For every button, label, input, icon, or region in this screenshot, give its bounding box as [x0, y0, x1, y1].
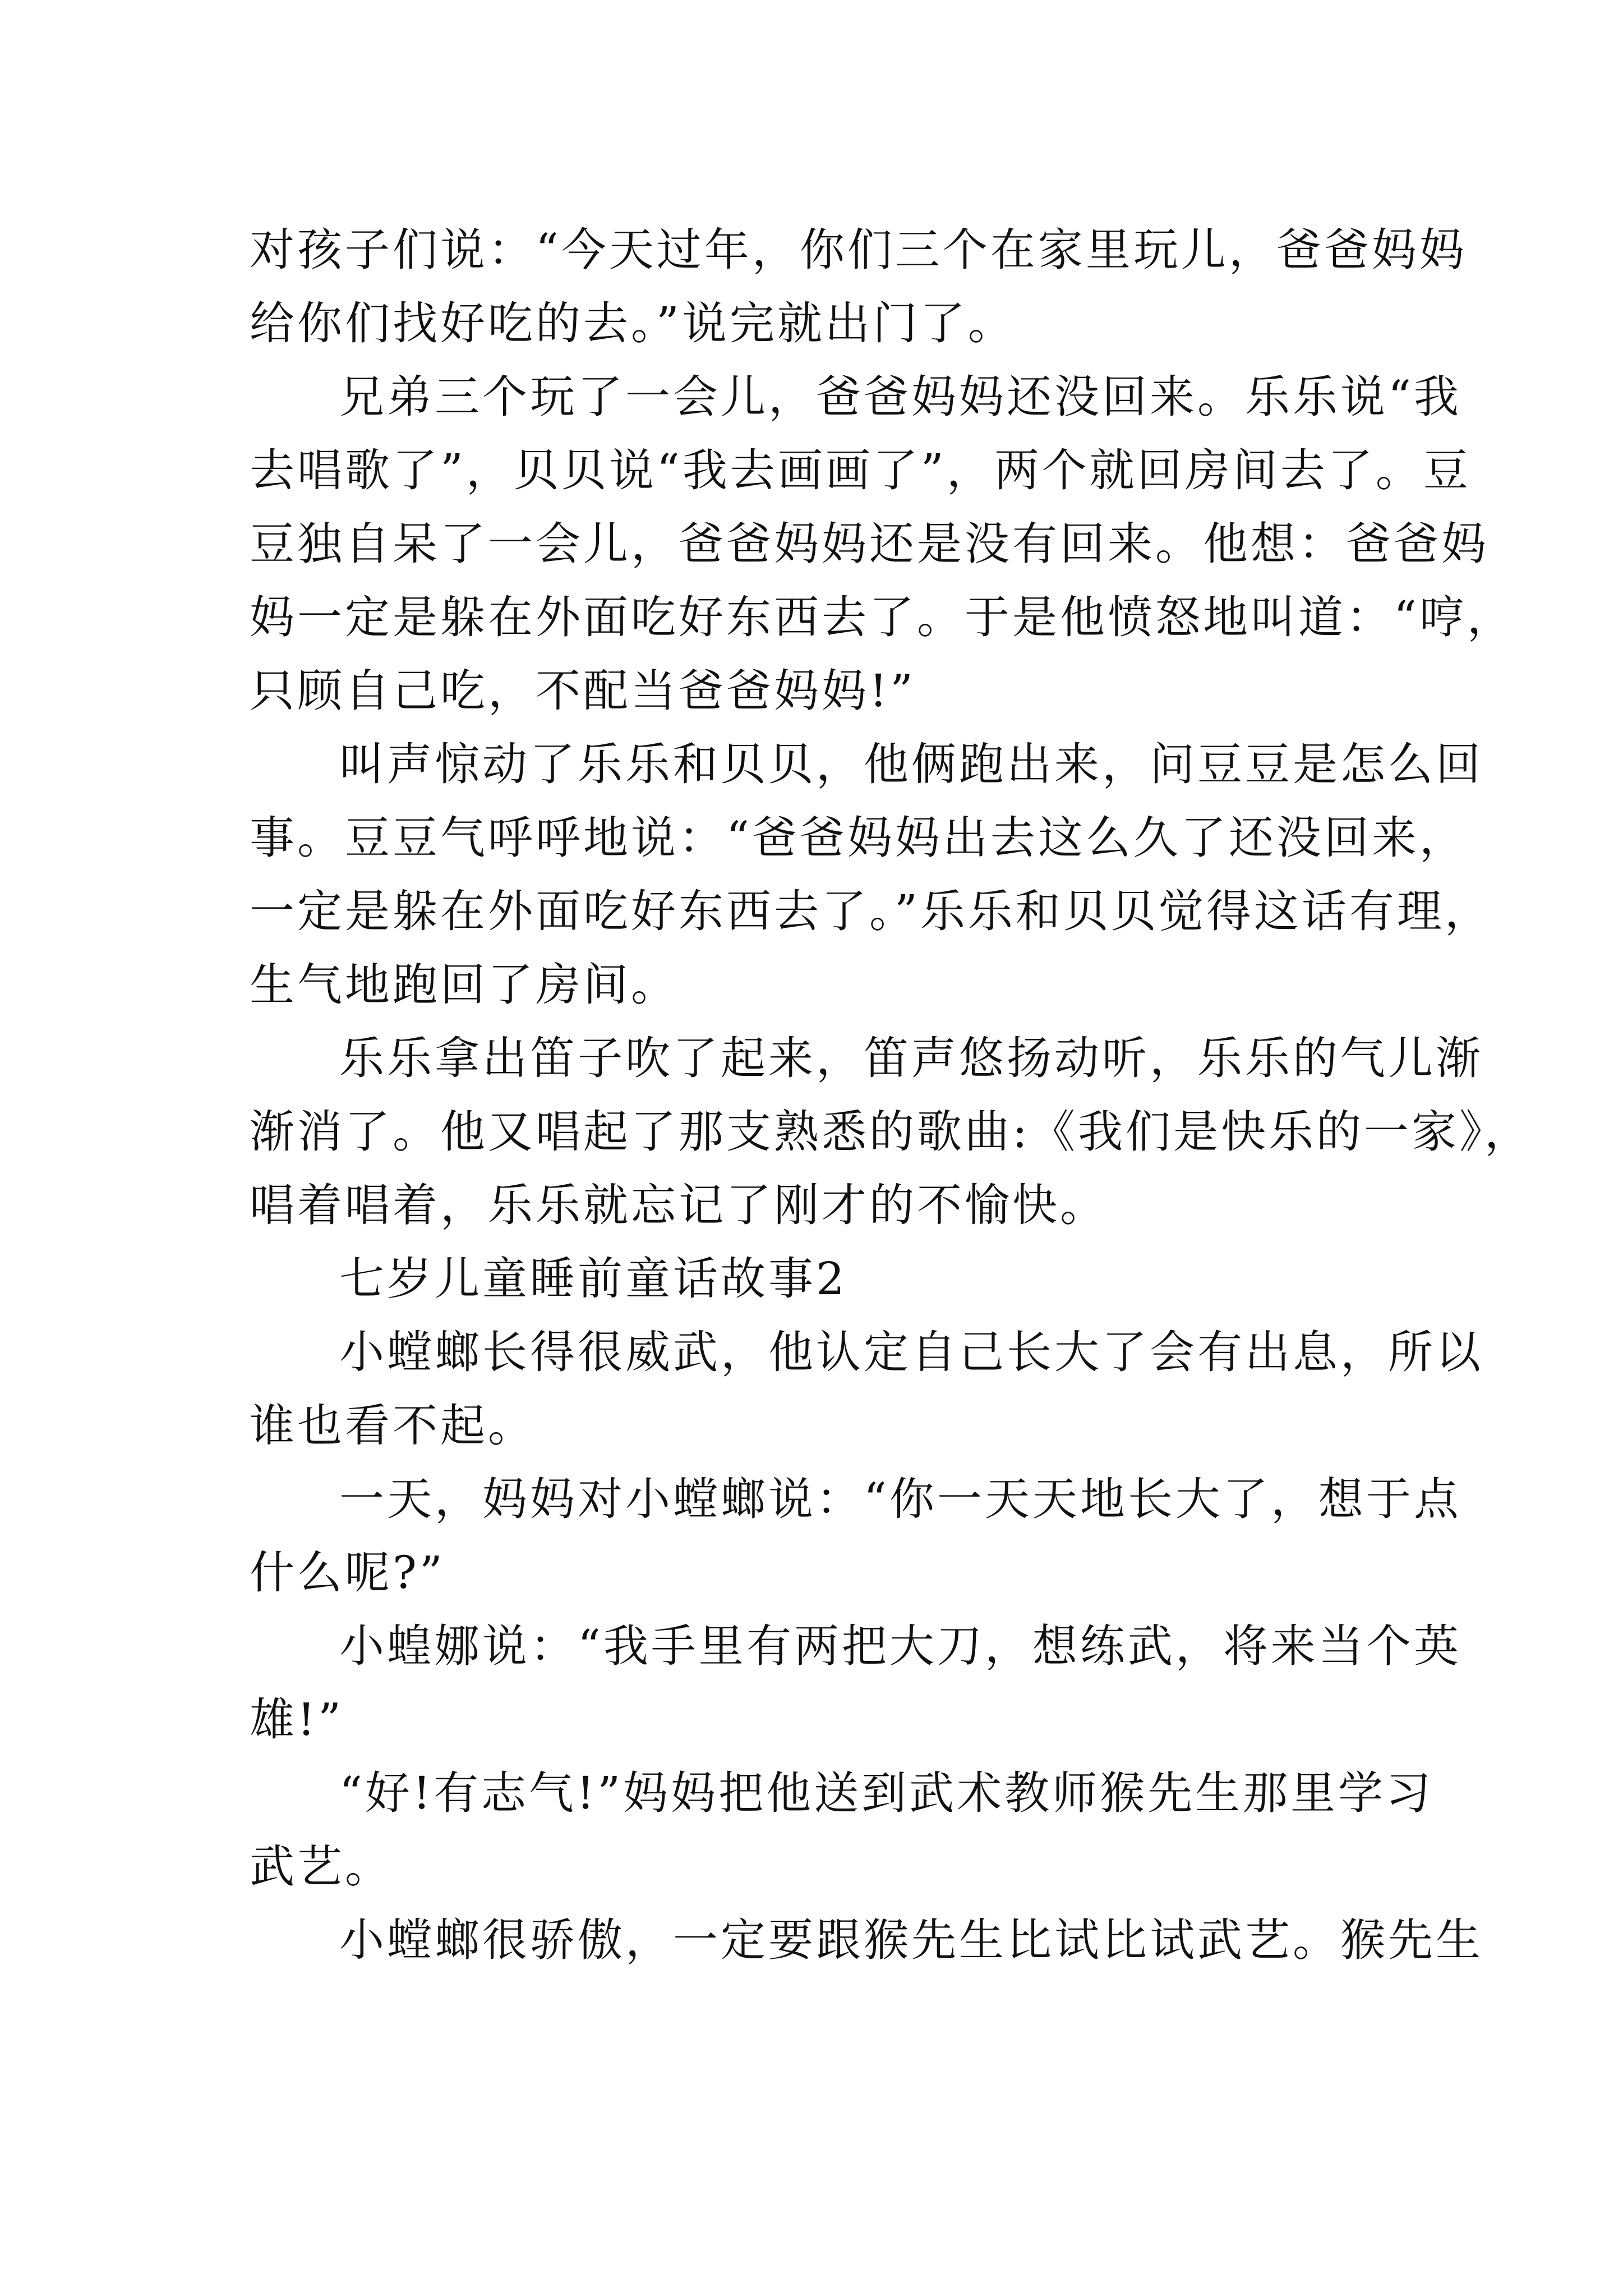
text-line: 武艺。 [250, 1841, 393, 1893]
text-line: 叫声惊动了乐乐和贝贝，他俩跑出来，问豆豆是怎么回 [339, 738, 1483, 790]
text-line: 乐乐拿出笛子吹了起来，笛声悠扬动听，乐乐的气儿渐 [339, 1032, 1483, 1084]
text-line: 豆独自呆了一会儿，爸爸妈妈还是没有回来。他想：爸爸妈 [250, 518, 1489, 570]
text-line: 小螳螂长得很威武，他认定自己长大了会有出息，所以 [339, 1326, 1483, 1378]
text-line: 妈一定是躲在外面吃好东西去了。于是他愤怒地叫道：“哼， [250, 591, 1515, 643]
text-line: 谁也看不起。 [250, 1400, 536, 1452]
text-line: 去唱歌了”，贝贝说“我去画画了”，两个就回房间去了。豆 [250, 444, 1471, 496]
text-line: 一定是躲在外面吃好东西去了。”乐乐和贝贝觉得这话有理， [250, 885, 1492, 937]
text-line: 一天，妈妈对小螳螂说：“你一天天地长大了，想于点 [339, 1473, 1461, 1525]
text-line: 对孩子们说：“今天过年，你们三个在家里玩儿，爸爸妈妈 [250, 224, 1467, 276]
text-line: 唱着唱着，乐乐就忘记了刚才的不愉快。 [250, 1179, 1108, 1231]
text-line: 事。豆豆气呼呼地说：“爸爸妈妈出去这么久了还没回来， [250, 812, 1467, 864]
text-line: 只顾自己吃，不配当爸爸妈妈!” [250, 665, 916, 717]
text-line: 小螳螂很骄傲，一定要跟猴先生比试比试武艺。猴先生 [339, 1914, 1483, 1966]
text-line: 小蝗娜说：“我手里有两把大刀，想练武，将来当个英 [339, 1620, 1461, 1672]
text-line: 渐消了。他又唱起了那支熟悉的歌曲:《我们是快乐的一家》， [250, 1106, 1532, 1158]
text-line: 给你们找好吃的去。”说完就出门了。 [250, 297, 1016, 349]
text-line: 生气地跑回了房间。 [250, 959, 679, 1011]
section-heading: 七岁儿童睡前童话故事2 [339, 1253, 847, 1305]
text-line: 什么呢?” [250, 1547, 445, 1599]
text-line: “好!有志气!”妈妈把他送到武术教师猴先生那里学习 [339, 1767, 1434, 1819]
text-line: 兄弟三个玩了一会儿，爸爸妈妈还没回来。乐乐说“我 [339, 371, 1461, 423]
text-line: 雄!” [250, 1694, 344, 1746]
story-text [250, 213, 1532, 1977]
